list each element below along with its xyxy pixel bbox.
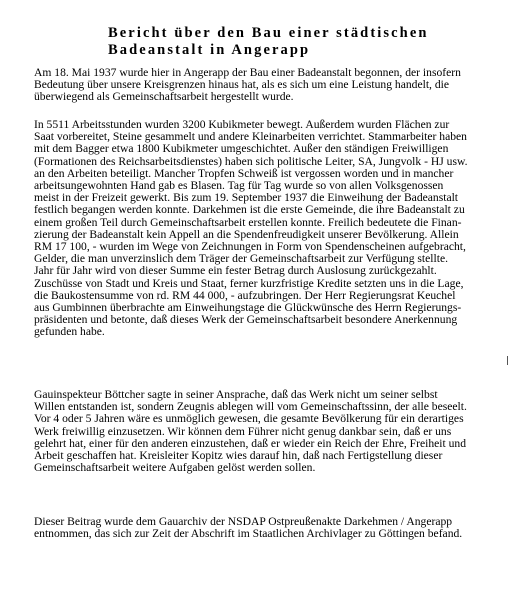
text-line: arbeitsungewohnten Hand gab es Blasen. Tag für Tag wurde so von allen Volksgenossen (34, 179, 444, 193)
text-line: Dieser Beitrag wurde dem Gauarchiv der NSDAP Ostpreußenakte Darkehmen / Angerapp (34, 515, 453, 528)
text-line: mit dem Bagger etwa 1800 Kubikmeter umgeschichtet. Außer den ständigen Freiwilligen (34, 142, 449, 156)
text-line: Zuschüsse von Stadt und Kreis und Staat, ferner kurzfristige Kredite setzten uns in die Lage, (34, 276, 464, 290)
text-line: (Formationen des Reichsarbeitsdienstes) haben sich politische Leiter, SA, Jungvolk - HJ usw. (34, 154, 468, 168)
text-line: Willen entstanden ist, sondern Zeugnis ablegen will vom Gemeinschaftssinn, der alle beseelt. (34, 400, 467, 414)
text-line: präsidenten und betonte, daß dieses Werk der Gemeinschaftsarbeit besondere Anerkennung (34, 313, 458, 327)
text-line: Saat vorbereitet, Steine gesammelt und andere Kleinarbeiten verrichtet. Stammarbeiter haben (34, 130, 467, 144)
text-line: Gelder, die man unverzinslich dem Träger der Gemeinschaftsarbeit zur Verfügung stellte. (34, 252, 448, 266)
text-line: meist in der Freizeit gewerkt. Bis zum 19. September 1937 die Einweihung der Badeanstalt (34, 191, 459, 205)
text-line: Gemeinschaftsarbeit weitere Aufgaben gelöst werden sollen. (34, 461, 316, 475)
text-line: Vor 4 oder 5 Jahren wäre es unmöglich gewesen, die gesamte Bevölkerung für ein derartiges (34, 412, 464, 426)
text-line: an den Arbeiten beteiligt. Mancher Tropfen Schweiß ist vergossen worden und in mancher (34, 166, 454, 180)
text-line: gelehrt hat, einer für den anderen einzustehen, daß er wieder ein Reich der Ehre, Freiheit und (34, 436, 467, 450)
paragraph-source-note (34, 516, 496, 540)
text-line: überwiegend als Gemeinschaftsarbeit hergestellt wurde. (34, 90, 294, 104)
text-line: Am 18. Mai 1937 wurde hier in Angerapp der Bau einer Badeanstalt begonnen, der insofern (34, 66, 461, 79)
paragraph-intro (34, 67, 496, 104)
text-line: zierung der Badeanstalt kein Appell an die Spendenfreudigkeit unserer Bevölkerung. Allein (34, 227, 459, 241)
text-line: Jahr für Jahr wird von dieser Summe ein fester Betrag durch Auslosung zurückgezahlt. (34, 264, 437, 278)
text-line: aus Gumbinnen überbrachte am Einweihungstage die Glückwünsche des Herrn Regierungs- (34, 301, 462, 315)
text-line: RM 17 100, - wurden im Wege von Zeichnungen in Form von Spendenscheinen aufgebracht, (34, 240, 466, 254)
margin-mark (507, 356, 508, 365)
title-line: Bericht über den Bau einer städtischen (108, 25, 429, 41)
text-line: In 5511 Arbeitsstunden wurden 3200 Kubikmeter bewegt. Außerdem wurden Flächen zur (34, 118, 450, 131)
text-line: gefunden habe. (34, 325, 105, 339)
text-line: Bedeutung über unsere Kreisgrenzen hinaus hat, als es sich um eine Leistung handelt, die (34, 78, 449, 92)
text-line: Gauinspekteur Böttcher sagte in seiner Ansprache, daß das Werk nicht um seiner selbst (34, 388, 438, 401)
text-line: entnommen, das sich zur Zeit der Abschrift im Staatlichen Archivlager zu Göttingen befand. (34, 527, 463, 541)
document-title (108, 25, 429, 59)
title-line: Badeanstalt in Angerapp (108, 42, 311, 58)
text-line: festlich begangen werden konnte. Darkehmen ist die erste Gemeinde, die ihre Badeanstalt zu (34, 203, 465, 217)
text-line: Werk freiwillig einzusetzen. Wir können dem Führer nicht genug dankbar sein, daß er uns (34, 424, 452, 438)
text-line: die Baukostensumme von rd. RM 44 000, - aufzubringen. Der Herr Regierungsrat Keuchel (34, 288, 456, 302)
paragraph-speech (34, 389, 496, 474)
paragraph-construction (34, 119, 496, 339)
text-line: einem großen Teil durch Gemeinschaftsarbeit erstellen konnte. Freilich bedeutete die Finan- (34, 215, 462, 229)
text-line: Arbeit geschaffen hat. Kreisleiter Kopitz wies darauf hin, daß nach Fertigstellung dieser (34, 449, 443, 463)
